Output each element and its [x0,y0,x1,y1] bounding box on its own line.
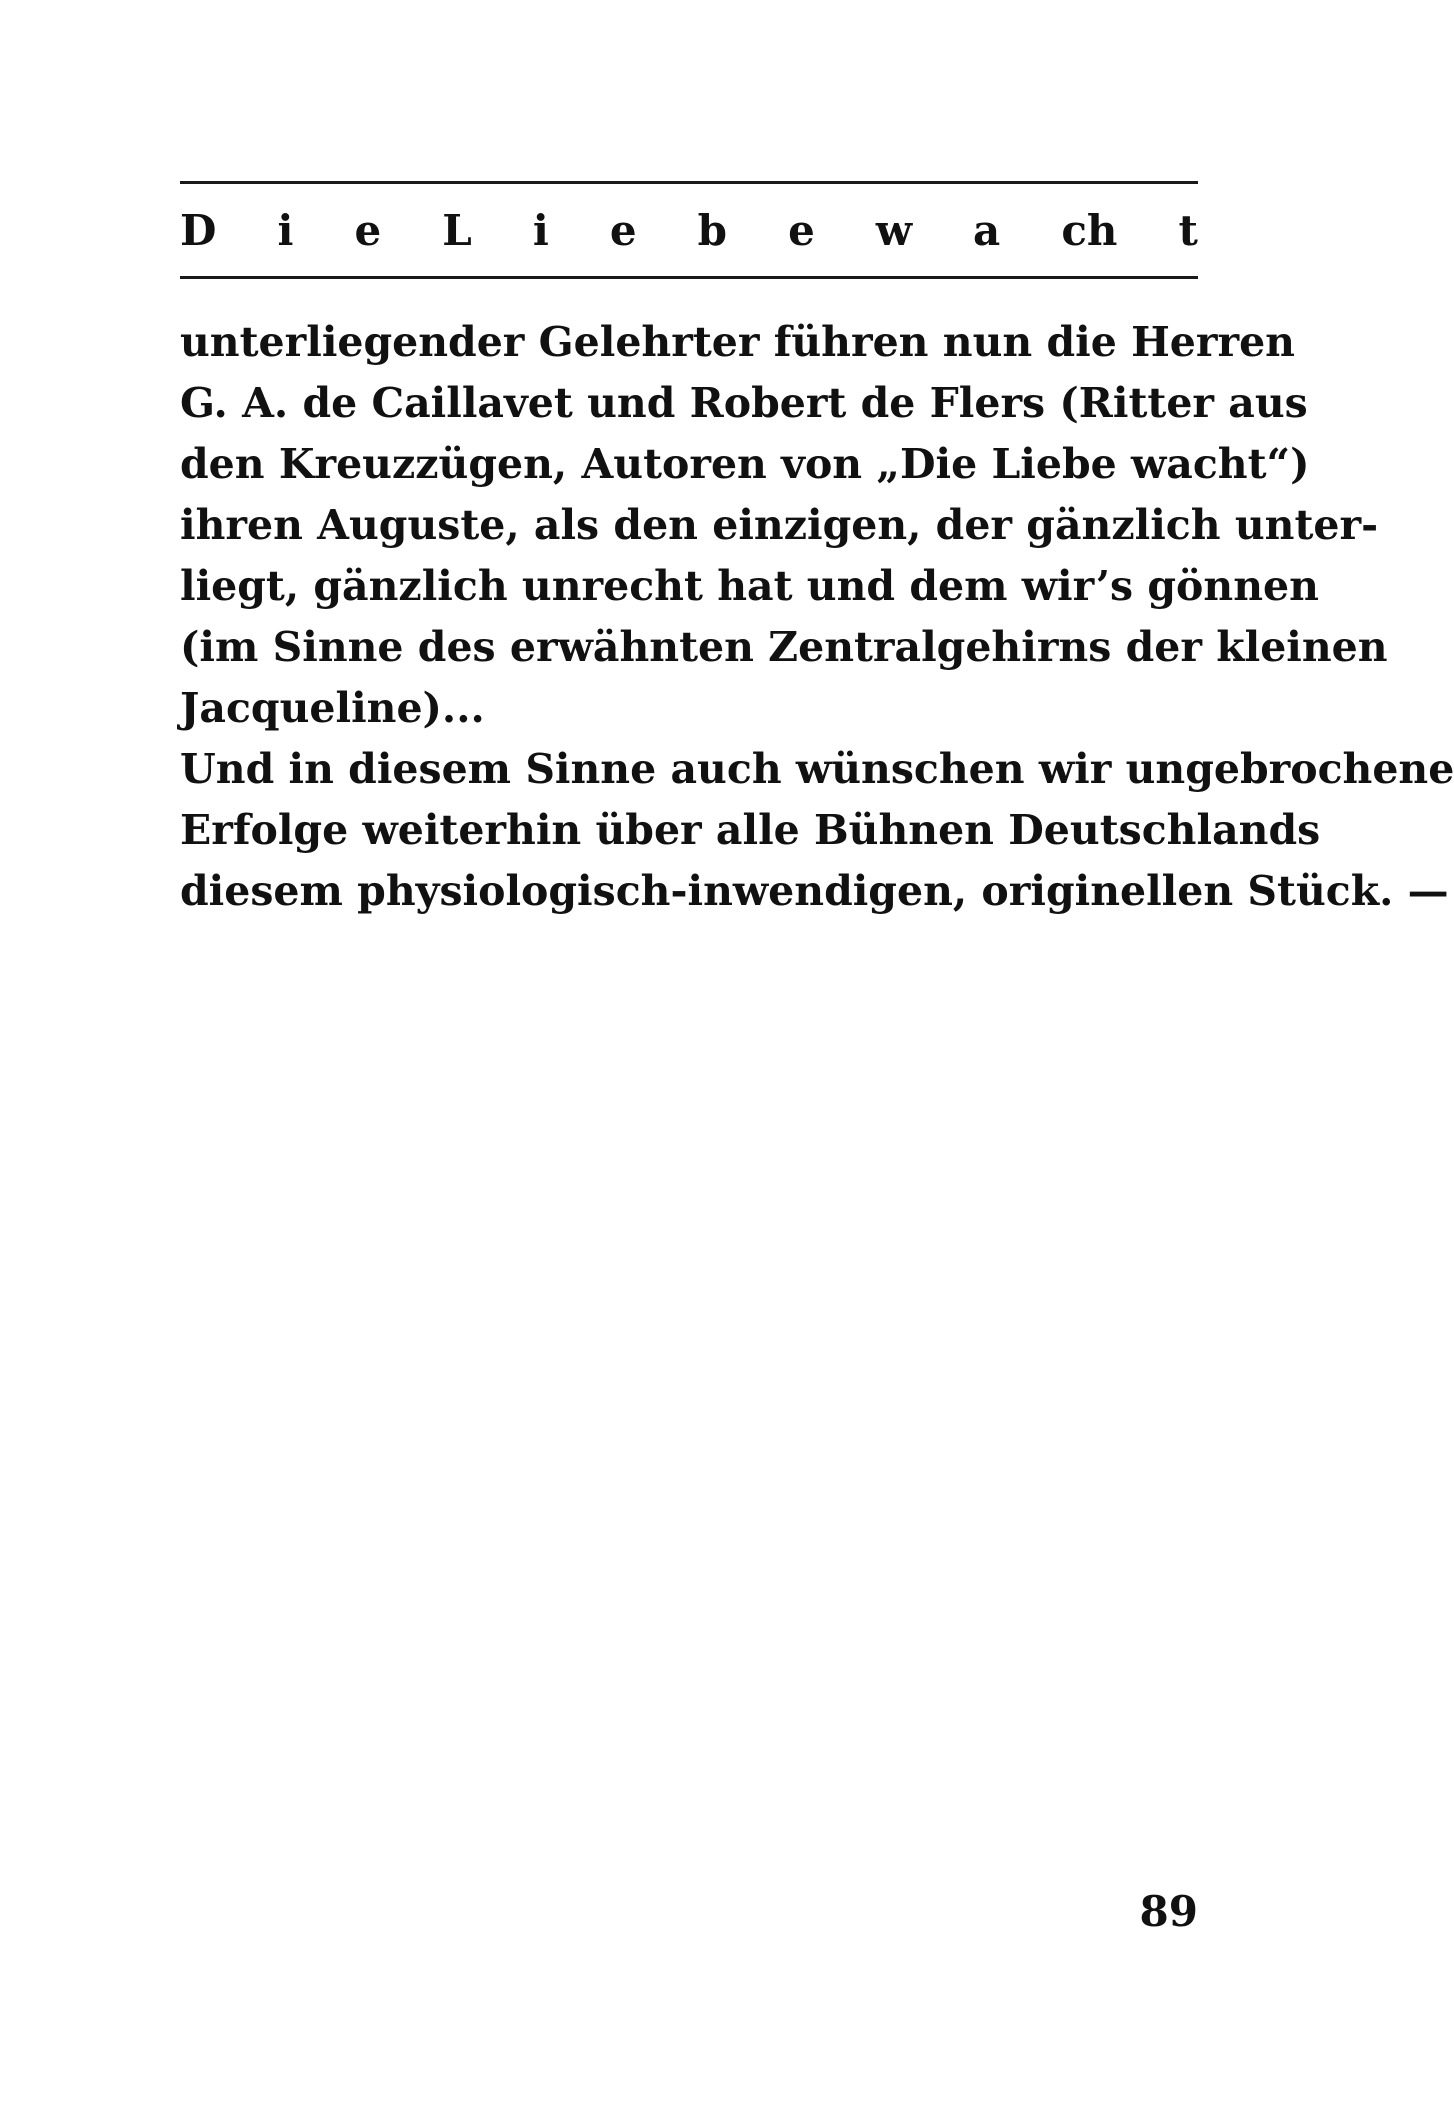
running-head-letter: t [1178,205,1198,255]
running-head-letter: e [609,205,637,255]
text-line: Und in diesem Sinne auch wünschen wir ungebrochene [180,745,1454,793]
running-head-letter: i [532,205,549,255]
running-head-letter: i [277,205,294,255]
body-text [180,312,1454,922]
running-head-letter: D [180,205,217,255]
header-top-rule [180,181,1198,184]
running-head-letter: b [697,205,728,255]
text-line: Erfolge weiterhin über alle Bühnen Deutschlands [180,806,1321,854]
text-line: G. A. de Caillavet und Robert de Flers (Ritter aus [180,379,1308,427]
text-line: Jacqueline)... [180,684,485,732]
running-head-letter: a [973,205,1001,255]
page-number: 89 [1139,1887,1198,1936]
text-line: (im Sinne des erwähnten Zentralgehirns der kleinen [180,623,1388,671]
text-line: unterliegender Gelehrter führen nun die Herren [180,318,1295,366]
running-head-letter: w [875,205,912,255]
text-line: diesem physiologisch-inwendigen, originellen Stück. — [180,867,1449,915]
header-bottom-rule [180,276,1198,279]
running-head-letter: L [442,205,472,255]
text-line: den Kreuzzügen, Autoren von „Die Liebe wacht“) [180,440,1310,488]
running-head-letter: e [788,205,815,255]
running-head-letter: ch [1061,205,1118,255]
text-line: ihren Auguste, als den einzigen, der gänzlich unter- [180,501,1379,549]
running-head [180,194,1198,266]
running-head-letter: e [354,205,382,255]
text-line: liegt, gänzlich unrecht hat und dem wir’s gönnen [180,562,1319,610]
